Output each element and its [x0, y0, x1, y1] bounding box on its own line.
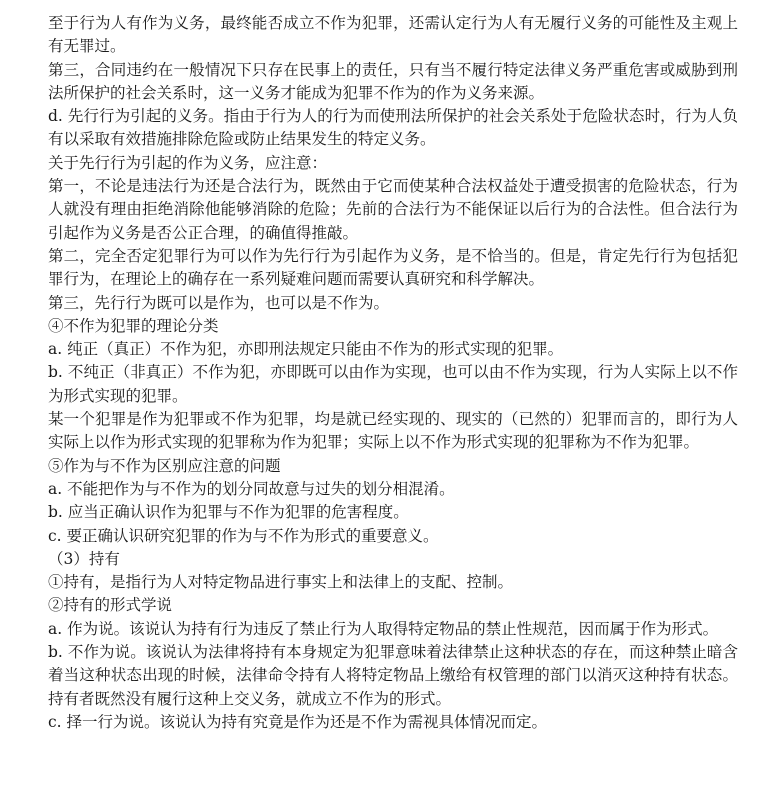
paragraph-9: a. 纯正（真正）不作为犯，亦即刑法规定只能由不作为的形式实现的犯罪。 [48, 340, 564, 359]
paragraph-20: b. 不作为说。该说认为法律将持有本身规定为犯罪意味着法律禁止这种状态的存在，而这种禁止暗含着当这种状态出现的时候，法律命令持有人将特定物品上缴给有权管理的部门以消灭这种持有状态。持有者既然没有履行这种上交义务，就成立不作为的形式。 [48, 643, 738, 708]
paragraph-19: a. 作为说。该说认为持有行为违反了禁止行为人取得特定物品的禁止性规范，因而属于作为形式。 [48, 619, 719, 638]
document-body [48, 12, 738, 734]
subheading-possession-theories: ②持有的形式学说 [48, 596, 173, 615]
paragraph-1: 至于行为人有作为义务，最终能否成立不作为犯罪，还需认定行为人有无履行义务的可能性及主观上有无罪过。 [48, 14, 738, 56]
paragraph-10: b. 不纯正（非真正）不作为犯，亦即既可以由作为实现，也可以由不作为实现，行为人实际上以不作为形式实现的犯罪。 [48, 363, 738, 405]
paragraph-21: c. 择一行为说。该说认为持有究竟是作为还是不作为需视具体情况而定。 [48, 712, 548, 731]
paragraph-7: 第三，先行行为既可以是作为，也可以是不作为。 [48, 293, 390, 312]
paragraph-5: 第一，不论是违法行为还是合法行为，既然由于它而使某种合法权益处于遭受损害的危险状态，行为人就没有理由拒绝消除他能够消除的危险；先前的合法行为不能保证以后行为的合法性。但合法行为引起作为义务是否公正合理，的确值得推敲。 [48, 177, 738, 242]
paragraph-11: 某一个犯罪是作为犯罪或不作为犯罪，均是就已经实现的、现实的（已然的）犯罪而言的，即行为人实际上以作为形式实现的犯罪称为作为犯罪；实际上以不作为形式实现的犯罪称为不作为犯罪。 [48, 410, 738, 452]
paragraph-14: b. 应当正确认识作为犯罪与不作为犯罪的危害程度。 [48, 503, 409, 522]
paragraph-15: c. 要正确认识研究犯罪的作为与不作为形式的重要意义。 [48, 526, 439, 545]
paragraph-13: a. 不能把作为与不作为的划分同故意与过失的划分相混淆。 [48, 479, 455, 498]
paragraph-4: 关于先行行为引起的作为义务，应注意： [48, 153, 328, 172]
section-heading-5: ⑤作为与不作为区别应注意的问题 [48, 456, 281, 475]
section-heading-4: ④不作为犯罪的理论分类 [48, 316, 219, 335]
paragraph-17: ①持有，是指行为人对特定物品进行事实上和法律上的支配、控制。 [48, 573, 514, 592]
paragraph-6: 第二，完全否定犯罪行为可以作为先行行为引起作为义务，是不恰当的。但是，肯定先行行为包括犯罪行为，在理论上的确存在一系列疑难问题而需要认真研究和科学解决。 [48, 246, 738, 289]
paragraph-3: d. 先行行为引起的义务。指由于行为人的行为而使刑法所保护的社会关系处于危险状态时，行为人负有以采取有效措施排除危险或防止结果发生的特定义务。 [48, 107, 738, 149]
paragraph-2: 第三，合同违约在一般情况下只存在民事上的责任，只有当不履行特定法律义务严重危害或威胁到刑法所保护的社会关系时，这一义务才能成为犯罪不作为的作为义务来源。 [48, 60, 738, 102]
section-heading-possession: （3）持有 [48, 549, 120, 568]
